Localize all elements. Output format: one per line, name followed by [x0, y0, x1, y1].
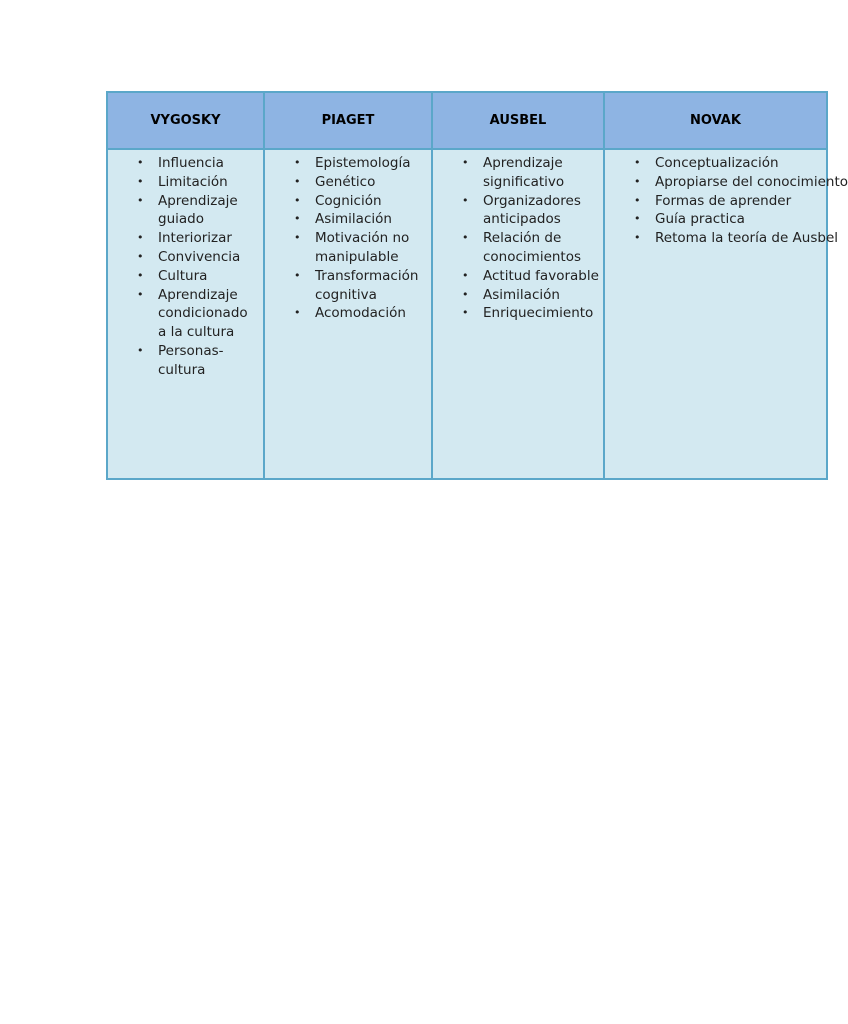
- list-item: • Aprendizaje significativo: [433, 154, 603, 192]
- vygosky-list: [108, 150, 263, 380]
- list-item: • Relación de conocimientos: [433, 229, 603, 267]
- piaget-cell: [264, 149, 432, 479]
- list-item: • Interiorizar: [108, 229, 263, 248]
- ausbel-list: [433, 150, 603, 323]
- list-item: • Aprendizaje condicionado a la cultura: [108, 286, 263, 342]
- list-item: • Genético: [265, 173, 431, 192]
- comparison-table: [106, 91, 848, 480]
- list-item: • Cultura: [108, 267, 263, 286]
- list-item: • Limitación: [108, 173, 263, 192]
- list-item: • Asimilación: [265, 210, 431, 229]
- list-item: • Asimilación: [433, 286, 603, 305]
- column-header-vygosky: VYGOSKY: [107, 92, 264, 149]
- novak-list: [605, 150, 848, 248]
- list-item: • Guía practica: [605, 210, 826, 229]
- list-item: • Transformación cognitiva: [265, 267, 431, 305]
- list-item: • Retoma la teoría de Ausbel: [605, 229, 826, 248]
- list-item: • Acomodación: [265, 304, 431, 323]
- column-header-novak: NOVAK: [604, 92, 827, 149]
- column-header-ausbel: AUSBEL: [432, 92, 604, 149]
- list-item: • Apropiarse del conocimiento: [605, 173, 826, 192]
- content-row: [107, 149, 827, 479]
- list-item: • Enriquecimiento: [433, 304, 603, 323]
- list-item: • Conceptualización: [605, 154, 826, 173]
- list-item: • Cognición: [265, 192, 431, 211]
- list-item: • Convivencia: [108, 248, 263, 267]
- list-item: • Personas-cultura: [108, 342, 263, 380]
- vygosky-cell: [107, 149, 264, 479]
- column-header-piaget: PIAGET: [264, 92, 432, 149]
- list-item: • Formas de aprender: [605, 192, 826, 211]
- piaget-list: [265, 150, 431, 323]
- list-item: • Epistemología: [265, 154, 431, 173]
- list-item: • Motivación no manipulable: [265, 229, 431, 267]
- ausbel-cell: [432, 149, 604, 479]
- list-item: • Influencia: [108, 154, 263, 173]
- list-item: • Aprendizaje guiado: [108, 192, 263, 230]
- list-item: • Actitud favorable: [433, 267, 603, 286]
- novak-cell: [604, 149, 848, 479]
- list-item: • Organizadores anticipados: [433, 192, 603, 230]
- comparison-table-container: [106, 91, 848, 480]
- header-row: [107, 92, 827, 149]
